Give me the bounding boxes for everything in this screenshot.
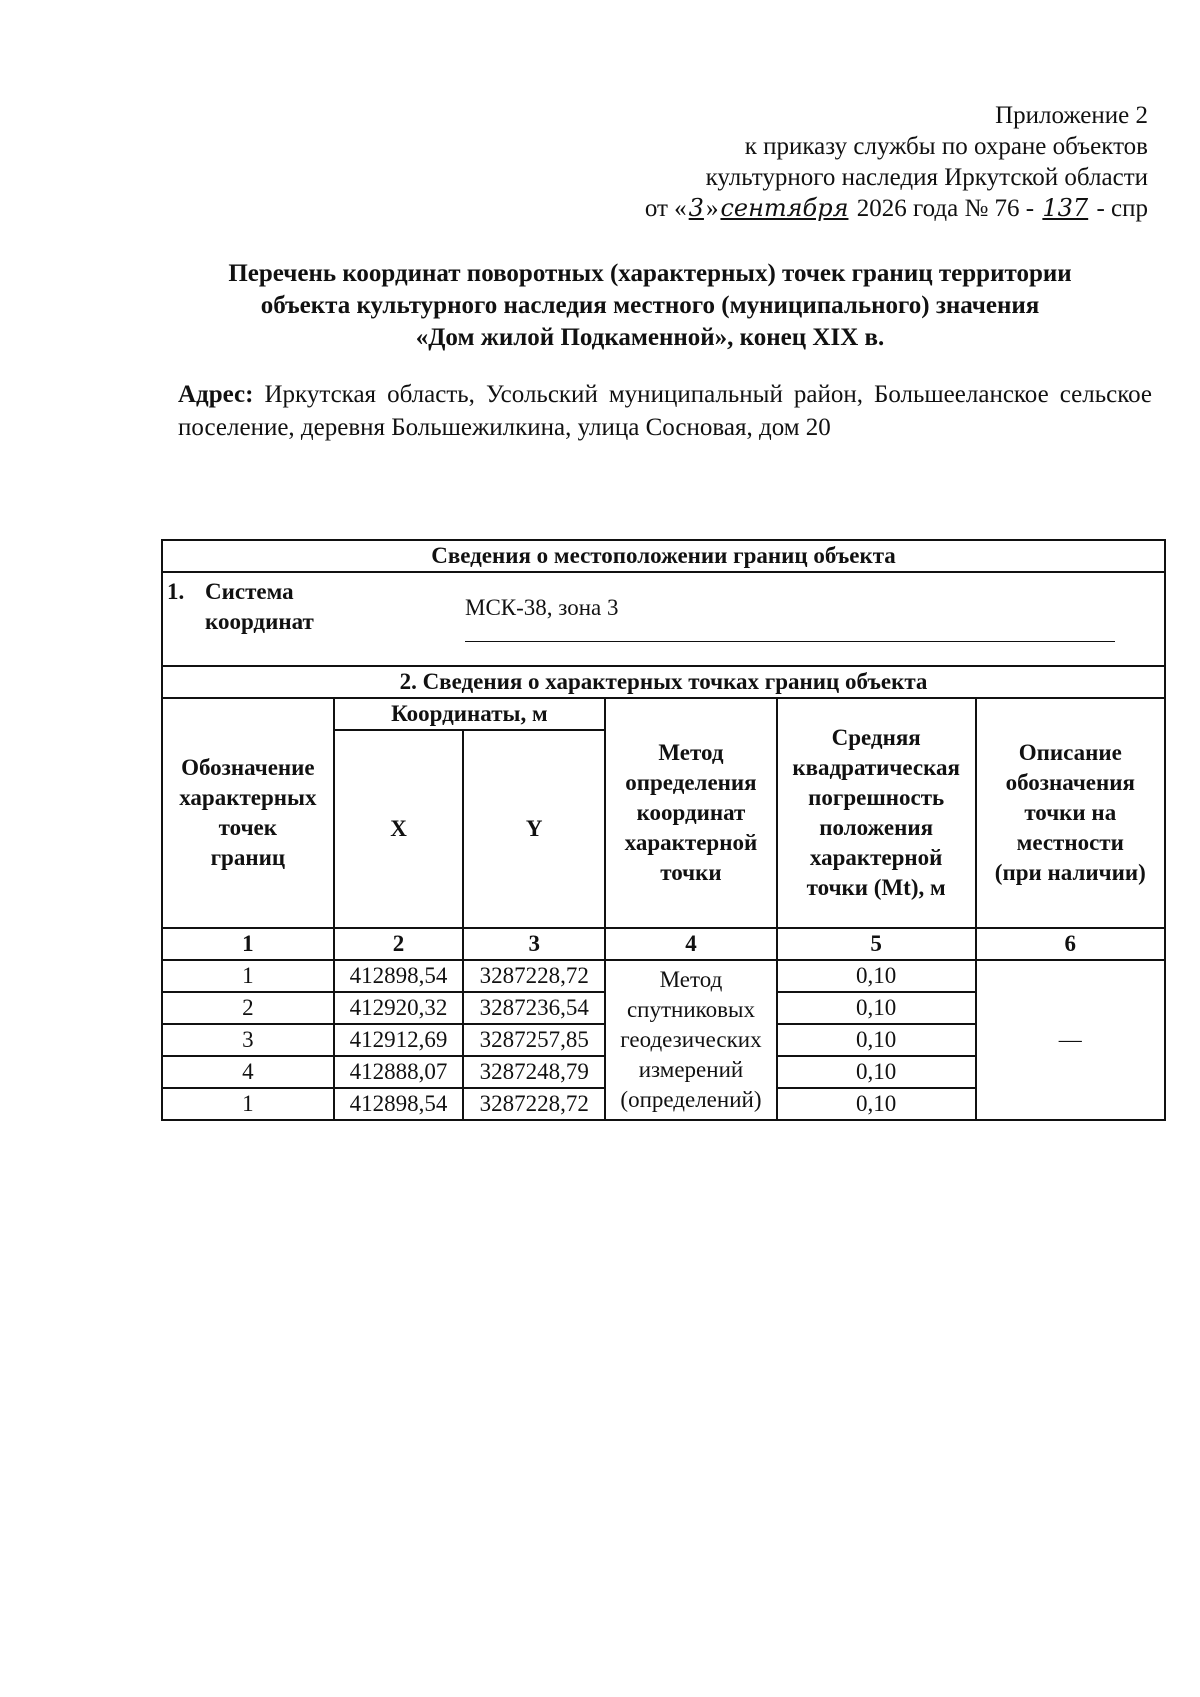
x-cell: 412898,54 xyxy=(334,1088,464,1120)
method-line: измерений xyxy=(638,1057,744,1082)
address-block xyxy=(178,378,1152,444)
title-line1: Перечень координат поворотных (характерных) точек границ территории xyxy=(228,260,1072,287)
appendix-line3: культурного наследия Иркутской области xyxy=(705,164,1148,191)
col-point-header xyxy=(162,698,334,928)
handwritten-month: сентября xyxy=(720,194,849,222)
section2-heading: 2. Сведения о характерных точках границ объекта xyxy=(162,666,1165,698)
col-coords-header: Координаты, м xyxy=(334,698,605,730)
col-number: 6 xyxy=(976,928,1165,960)
point-cell: 4 xyxy=(162,1056,334,1088)
method-line: геодезических xyxy=(620,1027,762,1052)
appendix-date-line xyxy=(508,193,1148,224)
appendix-header xyxy=(508,100,1148,224)
y-cell: 3287228,72 xyxy=(463,960,605,992)
y-cell: 3287228,72 xyxy=(463,1088,605,1120)
col-desc-header xyxy=(976,698,1165,928)
coordinate-system-row xyxy=(162,572,1165,666)
title-line3: «Дом жилой Подкаменной», конец XIX в. xyxy=(415,324,885,351)
col-method-header xyxy=(605,698,777,928)
coordinates-table xyxy=(161,539,1166,1121)
system-number: 1. xyxy=(167,579,185,604)
x-cell: 412912,69 xyxy=(334,1024,464,1056)
handwritten-day: 3 xyxy=(688,194,704,222)
y-cell: 3287248,79 xyxy=(463,1056,605,1088)
date-prefix: от « xyxy=(644,195,687,222)
col-error-line: квадратическая xyxy=(792,755,960,780)
point-cell: 2 xyxy=(162,992,334,1024)
col-number: 1 xyxy=(162,928,334,960)
method-cell xyxy=(605,960,777,1120)
col-error-line: погрешность xyxy=(808,785,945,810)
point-cell: 1 xyxy=(162,960,334,992)
mt-cell: 0,10 xyxy=(777,960,976,992)
col-error-line: положения xyxy=(819,815,934,840)
point-cell: 3 xyxy=(162,1024,334,1056)
col-point-line: точек xyxy=(218,815,278,840)
table-row xyxy=(162,960,1165,992)
date-close: » xyxy=(705,195,719,222)
y-cell: 3287257,85 xyxy=(463,1024,605,1056)
mt-cell: 0,10 xyxy=(777,1056,976,1088)
x-cell: 412888,07 xyxy=(334,1056,464,1088)
desc-cell: — xyxy=(976,960,1165,1120)
x-cell: 412920,32 xyxy=(334,992,464,1024)
col-point-line: характерных xyxy=(179,785,317,810)
col-desc-line: обозначения xyxy=(1005,770,1135,795)
system-label-line1: Система xyxy=(205,579,294,604)
col-error-line: характерной xyxy=(809,845,943,870)
col-point-line: Обозначение xyxy=(181,755,315,780)
method-line: спутниковых xyxy=(626,997,755,1022)
title-line2: объекта культурного наследия местного (муниципального) значения xyxy=(260,292,1040,319)
address-label: Адрес: xyxy=(178,381,254,408)
col-number: 2 xyxy=(334,928,464,960)
col-number: 3 xyxy=(463,928,605,960)
col-x-header: X xyxy=(334,730,464,928)
point-cell: 1 xyxy=(162,1088,334,1120)
year-text: 2026 года № 76 - xyxy=(856,195,1035,222)
mt-cell: 0,10 xyxy=(777,1024,976,1056)
col-desc-line: Описание xyxy=(1018,740,1122,765)
col-method-line: точки xyxy=(660,860,722,885)
col-point-line: границ xyxy=(210,845,286,870)
method-line: (определений) xyxy=(620,1087,762,1112)
col-method-line: определения xyxy=(625,770,757,795)
mt-cell: 0,10 xyxy=(777,1088,976,1120)
col-method-line: характерной xyxy=(624,830,758,855)
col-desc-line: (при наличии) xyxy=(994,860,1146,885)
appendix-line1: Приложение 2 xyxy=(995,102,1148,129)
address-text: Иркутская область, Усольский муниципальный район, Большееланское сельское поселение, деревня Большежилкина, улица Сосновая, дом 20 xyxy=(178,381,1152,441)
system-label-line2: координат xyxy=(205,609,314,634)
col-desc-line: местности xyxy=(1016,830,1124,855)
mt-cell: 0,10 xyxy=(777,992,976,1024)
handwritten-number: 137 xyxy=(1042,194,1089,222)
col-method-line: координат xyxy=(636,800,746,825)
table-heading: Сведения о местоположении границ объекта xyxy=(162,540,1165,572)
col-method-line: Метод xyxy=(658,740,724,765)
col-number: 5 xyxy=(777,928,976,960)
col-y-header: Y xyxy=(463,730,605,928)
x-cell: 412898,54 xyxy=(334,960,464,992)
col-number: 4 xyxy=(605,928,777,960)
system-label xyxy=(205,577,314,637)
method-line: Метод xyxy=(659,967,723,992)
col-error-line: точки (Mt), м xyxy=(806,875,946,900)
col-error-header xyxy=(777,698,976,928)
col-error-line: Средняя xyxy=(831,725,921,750)
system-value: МСК-38, зона 3 xyxy=(465,593,1115,642)
document-title xyxy=(150,258,1150,354)
col-desc-line: точки на xyxy=(1024,800,1117,825)
y-cell: 3287236,54 xyxy=(463,992,605,1024)
appendix-line2: к приказу службы по охране объектов xyxy=(744,133,1148,160)
order-suffix: - спр xyxy=(1096,195,1148,222)
